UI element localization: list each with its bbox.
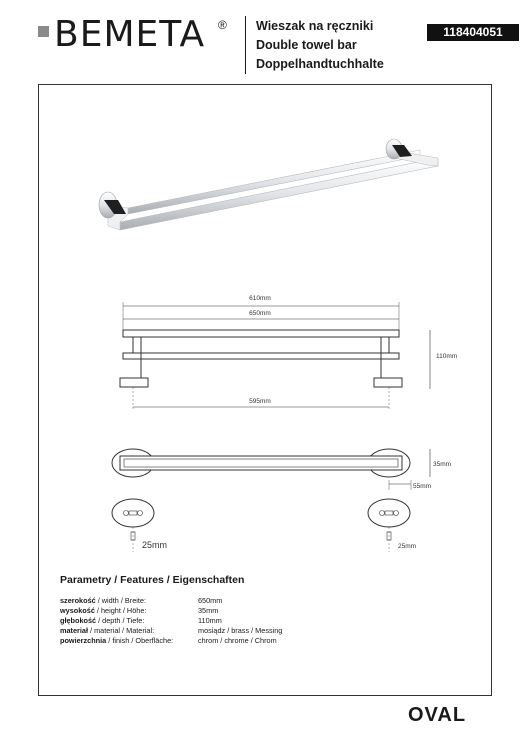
spec-label xyxy=(60,616,144,625)
spec-row xyxy=(60,636,277,646)
dim-label-25-right: 25mm xyxy=(398,543,417,550)
spec-label xyxy=(60,636,173,645)
top-view xyxy=(112,449,430,490)
dim-label-55: 55mm xyxy=(413,483,432,490)
dim-label-25-left: 25mm xyxy=(142,540,168,550)
parameters-section xyxy=(60,574,283,646)
spec-label-translations: / finish / Oberfläche: xyxy=(106,636,174,645)
spec-value: 35mm xyxy=(198,606,219,615)
product-illustration xyxy=(99,139,438,230)
spec-label-translations: / material / Material: xyxy=(88,626,155,635)
registered-mark: ® xyxy=(218,18,227,32)
spec-label xyxy=(60,606,146,615)
spec-label-primary: wysokość xyxy=(60,606,95,615)
spec-label-translations: / depth / Tiefe: xyxy=(96,616,145,625)
dim-label-650: 650mm xyxy=(249,310,271,317)
dim-label-610: 610mm xyxy=(249,295,271,302)
spec-label xyxy=(60,626,154,635)
spec-value: 650mm xyxy=(198,596,223,605)
title-polish: Wieszak na ręczniki xyxy=(256,19,374,33)
spec-label-primary: powierzchnia xyxy=(60,636,107,645)
title-english: Double towel bar xyxy=(256,38,357,52)
spec-value: 110mm xyxy=(198,616,222,625)
spec-row xyxy=(60,596,244,606)
brand-logo: BEMETA xyxy=(54,14,206,55)
spec-row xyxy=(60,626,283,636)
dim-label-595: 595mm xyxy=(249,398,271,405)
spec-label-primary: materiał xyxy=(60,626,88,635)
front-view xyxy=(120,302,430,411)
spec-row xyxy=(60,616,244,626)
spec-list xyxy=(60,596,283,646)
spec-label-primary: szerokość xyxy=(60,596,96,605)
spec-row xyxy=(60,606,244,616)
spec-label xyxy=(60,596,146,605)
spec-value: chrom / chrome / Chrom xyxy=(198,636,277,645)
product-code-badge: 118404051 xyxy=(427,24,519,41)
spec-label-translations: / width / Breite: xyxy=(95,596,146,605)
dim-label-35: 35mm xyxy=(433,461,452,468)
spec-value: mosiądz / brass / Messing xyxy=(198,626,283,635)
dim-label-110: 110mm xyxy=(436,353,458,360)
spec-label-translations: / height / Höhe: xyxy=(94,606,147,615)
parameters-title: Parametry / Features / Eigenschaften xyxy=(60,574,245,586)
title-german: Doppelhandtuchhalte xyxy=(256,57,384,71)
series-name: OVAL xyxy=(408,704,467,726)
spec-label-primary: głębokość xyxy=(60,616,97,625)
